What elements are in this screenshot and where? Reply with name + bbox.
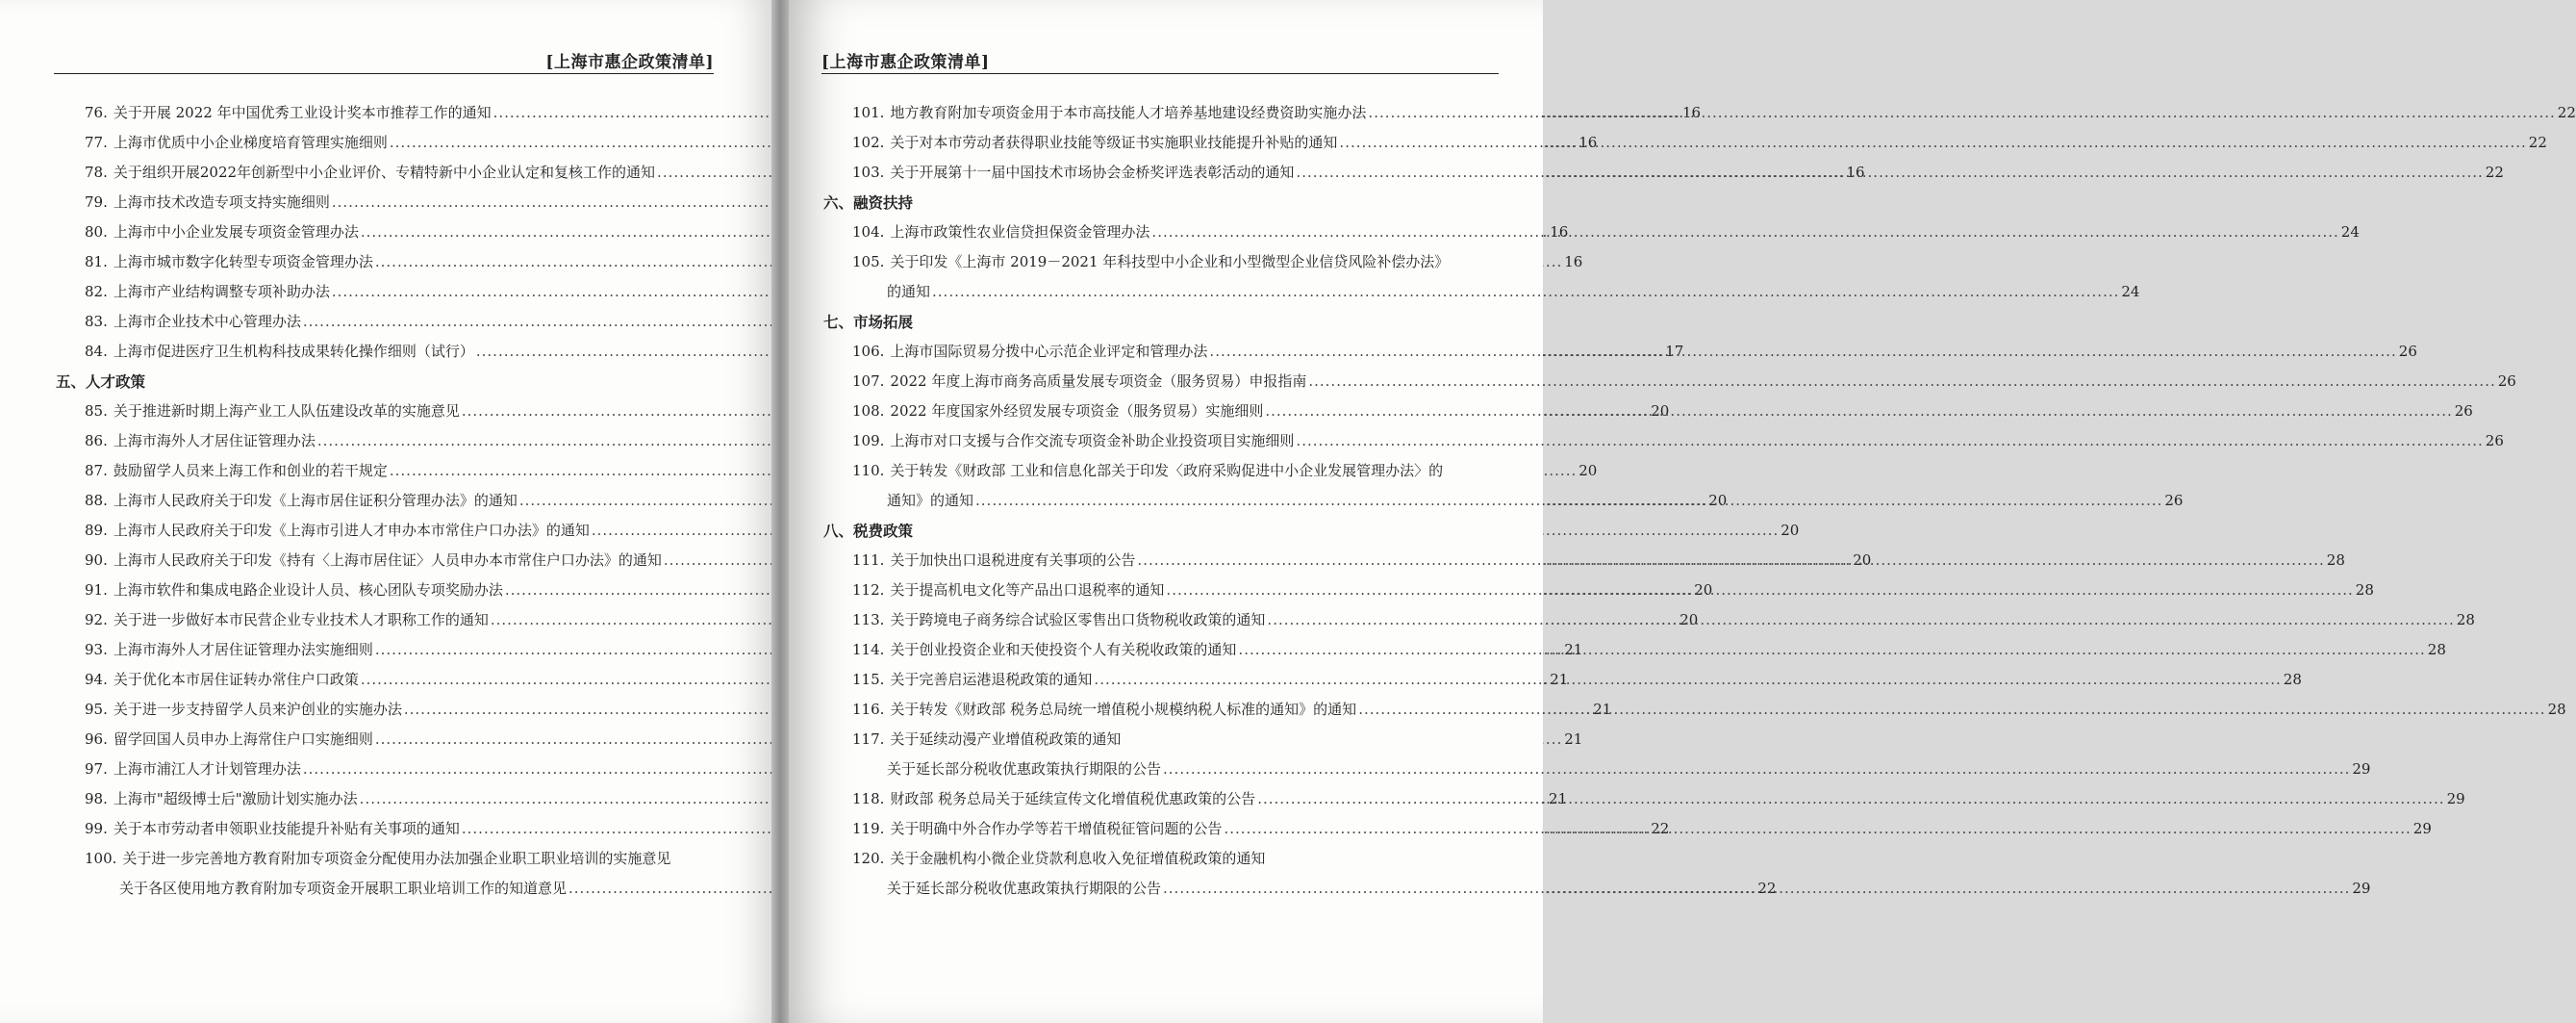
entry-page-number: 20: [1694, 581, 1713, 599]
section-title: 八、税费政策: [823, 522, 914, 540]
entry-page-number: 20: [1853, 551, 1872, 569]
entry-title: 2022 年度国家外经贸发展专项资金（服务贸易）实施细则: [890, 402, 1264, 420]
leader-dots: [1265, 396, 2452, 426]
toc-entry: [821, 426, 2504, 456]
entry-number: 119.: [852, 820, 885, 837]
entry-number: 86.: [85, 432, 108, 449]
entry-page-number: 24: [2340, 223, 2360, 241]
entry-title: 关于组织开展2022年创新型中小企业评价、专精特新中小企业认定和复核工作的通知: [113, 164, 656, 181]
entry-number: 97.: [85, 760, 108, 778]
entry-number: 88.: [85, 492, 108, 509]
leader-dots: [975, 486, 2162, 516]
toc-entry: [821, 844, 1499, 874]
entry-title: 关于优化本市居住证转办常住户口政策: [113, 671, 359, 688]
entry-number: 89.: [85, 522, 108, 539]
entry-title: 上海市中小企业发展专项资金管理办法: [113, 223, 359, 241]
entry-number: 98.: [85, 790, 108, 807]
section-title: 六、融资扶持: [823, 193, 914, 212]
entry-title: 上海市"超级博士后"激励计划实施办法: [113, 790, 358, 807]
entry-page-number: 28: [2355, 581, 2374, 599]
header-rule: [821, 73, 1499, 74]
entry-title: 上海市海外人才居住证管理办法: [113, 432, 316, 449]
header-rule: [54, 73, 714, 74]
toc-entry: [54, 307, 714, 337]
entry-title: 关于跨境电子商务综合试验区零售出口货物税收政策的通知: [890, 611, 1266, 628]
entry-number: 112.: [852, 581, 885, 599]
leader-dots: [1368, 98, 2555, 128]
entry-page-number: 20: [1578, 462, 1598, 479]
entry-title: 关于创业投资企业和天使投资个人有关税收政策的通知: [890, 641, 1237, 658]
entry-title: 上海市城市数字化转型专项资金管理办法: [113, 253, 373, 270]
leader-dots: [1224, 814, 2411, 844]
entry-number: 84.: [85, 343, 108, 360]
leader-dots: [1257, 784, 2444, 814]
entry-number: 113.: [852, 611, 885, 628]
entry-title: 关于延长部分税收优惠政策执行期限的公告: [887, 880, 1162, 897]
entry-page-number: 29: [2352, 880, 2371, 897]
section-title: 七、市场拓展: [823, 313, 914, 331]
leader-dots: [1163, 754, 2350, 784]
page-header: [上海市惠企政策清单]: [545, 53, 714, 72]
entry-page-number: 16: [1846, 164, 1865, 181]
toc-entry: [54, 188, 714, 217]
toc-entry: [54, 277, 714, 307]
entry-title: 关于本市劳动者申领职业技能提升补贴有关事项的通知: [113, 820, 460, 837]
entry-title: 上海市产业结构调整专项补助办法: [113, 283, 330, 300]
entry-number: 82.: [85, 283, 108, 300]
entry-title: 留学回国人员申办上海常住户口实施细则: [113, 730, 373, 748]
entry-title: 关于开展 2022 年中国优秀工业设计奖本市推荐工作的通知: [113, 104, 492, 121]
leader-dots: [1267, 605, 2454, 635]
entry-title: 关于进一步支持留学人员来沪创业的实施办法: [113, 701, 402, 718]
entry-page-number: 26: [2497, 372, 2516, 390]
entry-number: 90.: [85, 551, 108, 569]
entry-title: 关于明确中外合作办学等若干增值税征管问题的公告: [890, 820, 1223, 837]
entry-page-number: 20: [1708, 492, 1728, 509]
entry-number: 101.: [852, 104, 885, 121]
toc-section-heading: [821, 307, 1499, 337]
entry-title: 关于转发《财政部 工业和信息化部关于印发〈政府采购促进中小企业发展管理办法〉的: [890, 462, 1444, 479]
entry-number: 79.: [85, 193, 108, 211]
entry-number: 115.: [852, 671, 885, 688]
entry-number: 117.: [852, 730, 885, 748]
entry-page-number: 22: [1757, 880, 1777, 897]
toc-entry: [821, 396, 2473, 426]
entry-title: 上海市企业技术中心管理办法: [113, 313, 301, 330]
entry-number: 85.: [85, 402, 108, 420]
entry-title: 关于推进新时期上海产业工人队伍建设改革的实施意见: [113, 402, 460, 420]
entry-number: 76.: [85, 104, 108, 121]
entry-page-number: 22: [2557, 104, 2576, 121]
entry-title: 上海市软件和集成电路企业设计人员、核心团队专项奖励办法: [113, 581, 503, 599]
entry-number: 96.: [85, 730, 108, 748]
leader-dots: [1308, 367, 2495, 396]
toc-entry: [821, 367, 2516, 396]
entry-title: 关于延续动漫产业增值税政策的通知: [890, 730, 1122, 748]
entry-title: 关于延长部分税收优惠政策执行期限的公告: [887, 760, 1162, 778]
entry-number: 108.: [852, 402, 885, 420]
entry-title: 上海市优质中小企业梯度培育管理实施细则: [113, 134, 388, 151]
toc-section-heading: [821, 516, 1499, 546]
entry-title: 鼓励留学人员来上海工作和创业的若干规定: [113, 462, 388, 479]
leader-dots: [1151, 217, 2338, 247]
entry-number: 91.: [85, 581, 108, 599]
page-header: [上海市惠企政策清单]: [821, 53, 990, 72]
leader-dots: [1137, 546, 2324, 575]
entry-page-number: 22: [2485, 164, 2504, 181]
entry-title: 2022 年度上海市商务高质量发展专项资金（服务贸易）申报指南: [890, 372, 1307, 390]
entry-title: 财政部 税务总局关于延续宣传文化增值税优惠政策的公告: [890, 790, 1256, 807]
leader-dots: [1296, 426, 2483, 456]
entry-page-number: 28: [2326, 551, 2345, 569]
entry-page-number: 21: [1593, 701, 1612, 718]
entry-number: 104.: [852, 223, 885, 241]
entry-page-number: 28: [2427, 641, 2446, 658]
entry-number: 99.: [85, 820, 108, 837]
entry-page-number: 28: [2283, 671, 2302, 688]
entry-number: 81.: [85, 253, 108, 270]
entry-page-number: 26: [2485, 432, 2504, 449]
entry-title: 上海市人民政府关于印发《上海市引进人才申办本市常住户口办法》的通知: [113, 522, 590, 539]
entry-page-number: 16: [1564, 253, 1583, 270]
entry-page-number: 26: [2454, 402, 2473, 420]
entry-title: 上海市国际贸易分拨中心示范企业评定和管理办法: [890, 343, 1208, 360]
entry-title: 关于进一步做好本市民营企业专业技术人才职称工作的通知: [113, 611, 489, 628]
entry-page-number: 22: [1651, 820, 1670, 837]
entry-page-number: 21: [1549, 790, 1568, 807]
entry-title: 关于对本市劳动者获得职业技能等级证书实施职业技能提升补贴的通知: [890, 134, 1338, 151]
toc-list: [821, 98, 2576, 904]
entry-title: 上海市人民政府关于印发《持有〈上海市居住证〉人员申办本市常住户口办法》的通知: [113, 551, 662, 569]
entry-number: 118.: [852, 790, 885, 807]
entry-title: 关于金融机构小微企业贷款利息收入免征增值税政策的通知: [890, 850, 1266, 867]
leader-dots: [1166, 575, 2353, 605]
entry-number: 80.: [85, 223, 108, 241]
entry-number: 110.: [852, 462, 885, 479]
entry-page-number: 29: [2446, 790, 2465, 807]
right-page: [789, 0, 2576, 1023]
entry-page-number: 16: [1681, 104, 1702, 121]
leader-dots: [1238, 635, 2425, 665]
entry-number: 92.: [85, 611, 108, 628]
entry-title: 通知》的通知: [887, 492, 974, 509]
entry-page-number: 28: [2547, 701, 2566, 718]
entry-title: 关于转发《财政部 税务总局统一增值税小规模纳税人标准的通知》的通知: [890, 701, 1357, 718]
section-title: 五、人才政策: [56, 372, 146, 391]
entry-title: 关于进一步完善地方教育附加专项资金分配使用办法加强企业职工职业培训的实施意见: [122, 850, 671, 867]
entry-page-number: 21: [1564, 641, 1583, 658]
leader-dots: [1094, 665, 2281, 695]
toc-entry: [821, 247, 1499, 277]
entry-title: 上海市海外人才居住证管理办法实施细则: [113, 641, 373, 658]
entry-number: 103.: [852, 164, 885, 181]
entry-title: 上海市政策性农业信贷担保资金管理办法: [890, 223, 1150, 241]
leader-dots: [932, 277, 2119, 307]
entry-number: 102.: [852, 134, 885, 151]
toc-entry: [821, 456, 1499, 486]
toc-entry-continuation: [821, 277, 2140, 307]
entry-number: 94.: [85, 671, 108, 688]
entry-page-number: 21: [1564, 730, 1583, 748]
entry-title: 关于印发《上海市 2019－2021 年科技型中小企业和小型微型企业信贷风险补偿办法》: [890, 253, 1450, 270]
entry-page-number: 20: [1679, 611, 1699, 628]
leader-dots: [1163, 874, 2350, 904]
entry-page-number: 28: [2456, 611, 2475, 628]
entry-number: 83.: [85, 313, 108, 330]
entry-number: 77.: [85, 134, 108, 151]
entry-page-number: 17: [1665, 343, 1684, 360]
entry-page-number: 22: [2528, 134, 2547, 151]
entry-page-number: 29: [2412, 820, 2432, 837]
entry-number: 114.: [852, 641, 885, 658]
entry-title: 地方教育附加专项资金用于本市高技能人才培养基地建设经费资助实施办法: [890, 104, 1367, 121]
toc-section-heading: [54, 367, 714, 396]
toc-entry-continuation: [821, 754, 2371, 784]
entry-page-number: 24: [2121, 283, 2140, 300]
entry-title: 关于加快出口退税进度有关事项的公告: [890, 551, 1136, 569]
entry-title: 关于完善启运港退税政策的通知: [890, 671, 1093, 688]
entry-number: 105.: [852, 253, 885, 270]
entry-title: 上海市人民政府关于印发《上海市居住证积分管理办法》的通知: [113, 492, 518, 509]
leader-dots: [1209, 337, 2396, 367]
leader-dots: [1339, 128, 2526, 158]
toc-entry: [54, 754, 714, 784]
book-gutter: [771, 0, 789, 1023]
entry-number: 109.: [852, 432, 885, 449]
leader-dots: [1358, 695, 2545, 725]
entry-number: 95.: [85, 701, 108, 718]
entry-number: 107.: [852, 372, 885, 390]
entry-title: 关于各区使用地方教育附加专项资金开展职工职业培训工作的知道意见: [119, 880, 568, 897]
toc-entry: [54, 426, 714, 456]
entry-title: 关于开展第十一届中国技术市场协会金桥奖评选表彰活动的通知: [890, 164, 1295, 181]
entry-page-number: 16: [1550, 223, 1569, 241]
toc-entry: [821, 725, 1499, 754]
entry-title: 的通知: [887, 283, 931, 300]
entry-number: 87.: [85, 462, 108, 479]
entry-page-number: 29: [2352, 760, 2371, 778]
entry-number: 116.: [852, 701, 885, 718]
entry-title: 上海市技术改造专项支持实施细则: [113, 193, 330, 211]
entry-page-number: 26: [2398, 343, 2417, 360]
entry-number: 78.: [85, 164, 108, 181]
entry-number: 93.: [85, 641, 108, 658]
entry-number: 106.: [852, 343, 885, 360]
entry-number: 120.: [852, 850, 885, 867]
entry-title: 关于提高机电文化等产品出口退税率的通知: [890, 581, 1165, 599]
entry-page-number: 16: [1578, 134, 1598, 151]
entry-title: 上海市浦江人才计划管理办法: [113, 760, 301, 778]
entry-title: 上海市对口支援与合作交流专项资金补助企业投资项目实施细则: [890, 432, 1295, 449]
toc-entry: [54, 844, 714, 874]
entry-page-number: 20: [1651, 402, 1670, 420]
entry-number: 111.: [852, 551, 885, 569]
entry-page-number: 20: [1780, 522, 1800, 539]
entry-page-number: 26: [2164, 492, 2184, 509]
toc-section-heading: [821, 188, 1499, 217]
leader-dots: [1296, 158, 2483, 188]
entry-page-number: 21: [1550, 671, 1569, 688]
entry-title: 上海市促进医疗卫生机构科技成果转化操作细则（试行）: [113, 343, 474, 360]
entry-number: 100.: [85, 850, 117, 867]
